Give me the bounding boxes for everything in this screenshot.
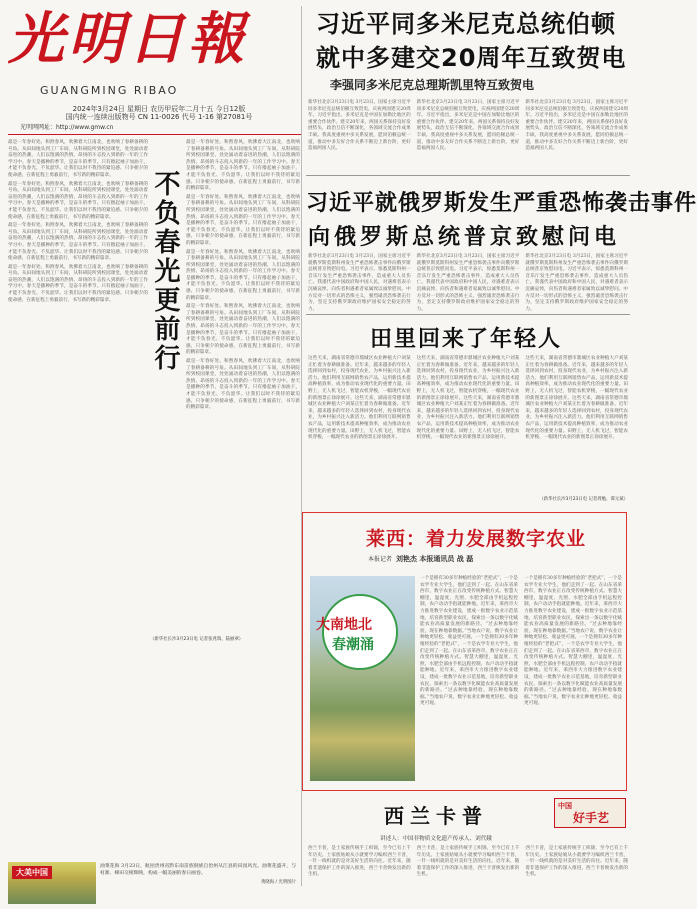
xilan-col3: 西兰卡普，是土家族传统手工织锦，至今已有上千年历史。土家族姑娘从小就要学习编织西兰卡普，一针一线织就的是对美好生活的向往。近年来，随着非遗保护工作的深入推进，西兰卡普焕发出新的生机。 (525, 846, 629, 878)
headline1-line2: 就中多建交20周年互致贺电 (316, 44, 627, 72)
lead-left-vertical-title: 不负春光更前行 (150, 170, 180, 373)
lead-left-body-col2c: 最是一年春好处。和煦春风，吹拂着大江南北，也吹响了春耕备耕的号角。从田间地头到工厂车间，从科研院所到校园课堂，处处涌动着奋进的热潮，人们以饱满的热情、昂扬的斗志投入到新的一年的工作学习中。春天是播种的季节，是奋斗的季节。只有撸起袖子加油干，才能不负春光、不负韶华。让我们以时不我待的紧迫感、只争朝夕的使命感，在新征程上勇毅前行，书写新的精彩篇章。 (186, 249, 300, 301)
headline3-col1-b: 这些天来，湖南省常德市鼎城区农业种植大户刘某正忙着为春耕做准备。近年来，越来越多的年轻人选择回到农村，投身现代农业，为乡村振兴注入新活力。他们利用互联网销售农产品，运用新技术提高种植效率，成为推动农业现代化的重要力量。田野上，无人机飞过，智能农机穿梭，一幅现代农业的新图景正徐徐展开。 (308, 395, 411, 441)
footer-caption-wrap (100, 864, 296, 904)
xilan-title: 西兰卡普 (384, 804, 488, 828)
masthead-date-line: 2024年3月24日 星期日 农历甲辰年二月十五 今日12版 (72, 105, 246, 113)
headline2-body (308, 254, 628, 310)
headline3-body (308, 356, 628, 502)
lead-left-body-repeat-3: 最是一年春好处。和煦春风，吹拂着大江南北，也吹响了春耕备耕的号角。从田间地头到工厂车间，从科研院所到校园课堂，处处涌动着奋进的热潮，人们以饱满的热情、昂扬的斗志投入到新的一年的工作学习中。春天是播种的季节，是奋斗的季节。只有撸起袖子加油干，才能不负春光、不负韶华。让我们以时不我待的紧迫感、只争朝夕的使命感，在新征程上勇毅前行，书写新的精彩篇章。 (8, 264, 148, 303)
laixi-photo-sign-2: 春潮涌 (332, 637, 374, 653)
xilan-body (308, 846, 628, 902)
laixi-col2-b: 一个是拥有30多年种植经验的“老把式”，一个是农学专业大学生，他们走到了一起。在山东省莱西市，数字农业正在改变传统种植方式。智慧大棚里，温湿度、光照、水肥全部由手机远程控制，农户动动手指就能种地。近年来，莱西市大力推进数字农业建设，建成一批数字农业示范基地，培育新型职业农民，探索出一条以数字化赋能农业高质量发展的新路径。“过去种地靠经验，现在种地靠数据。”当地农户说，数字农业让种地更轻松、收益更可观。 (524, 635, 622, 707)
masthead-divider (8, 134, 302, 135)
laixi-title: 莱西：着力发展数字农业 (366, 528, 587, 550)
lead-left-body-col2e: 最是一年春好处。和煦春风，吹拂着大江南北，也吹响了春耕备耕的号角。从田间地头到工厂车间，从科研院所到校园课堂，处处涌动着奋进的热潮，人们以饱满的热情、昂扬的斗志投入到新的一年的工作学习中。春天是播种的季节，是奋斗的季节。只有撸起袖子加油干，才能不负春光、不负韶华。让我们以时不我待的紧迫感、只争朝夕的使命感，在新征程上勇毅前行，书写新的精彩篇章。 (186, 359, 300, 411)
headline3-credit: （新华社长沙3月23日电 记者周勉、谭元斌） (539, 497, 628, 502)
headline3-col1 (308, 356, 411, 502)
lead-left-body: 最是一年春好处。和煦春风，吹拂着大江南北，也吹响了春耕备耕的号角。从田间地头到工厂车间，从科研院所到校园课堂，处处涌动着奋进的热潮，人们以饱满的热情、昂扬的斗志投入到新的一年的工作学习中。春天是播种的季节，是奋斗的季节。只有撸起袖子加油干，才能不负春光、不负韶华。让我们以时不我待的紧迫感、只争朝夕的使命感，在新征程上勇毅前行，书写新的精彩篇章。 (8, 140, 148, 178)
masthead-pinyin: GUANGMING RIBAO (40, 84, 179, 97)
headline2-line1: 习近平就俄罗斯发生严重恐怖袭击事件 (306, 191, 697, 216)
headline3-col2 (417, 356, 520, 502)
laixi-photo (310, 576, 415, 781)
headline3-col2-a: 这些天来，湖南省常德市鼎城区农业种植大户刘某正忙着为春耕做准备。近年来，越来越多的年轻人选择回到农村，投身现代农业，为乡村振兴注入新活力。他们利用互联网销售农产品，运用新技术提高种植效率，成为推动农业现代化的重要力量。田野上，无人机飞过，智能农机穿梭，一幅现代农业的新图景正徐徐展开。 (416, 356, 520, 401)
masthead-cn-line: 国内统一连续出版物号 CN 11-0026 代号 1-16 第27081号 (65, 113, 253, 121)
lead-left-body-repeat: 最是一年春好处。和煦春风，吹拂着大江南北，也吹响了春耕备耕的号角。从田间地头到工厂车间，从科研院所到校园课堂，处处涌动着奋进的热潮，人们以饱满的热情、昂扬的斗志投入到新的一年的工作学习中。春天是播种的季节，是奋斗的季节。只有撸起袖子加油干，才能不负春光、不负韶华。让我们以时不我待的紧迫感、只争朝夕的使命感，在新征程上勇毅前行，书写新的精彩篇章。 (8, 181, 148, 220)
laixi-col2-a: 一个是拥有30多年种植经验的“老把式”，一个是农学专业大学生，他们走到了一起。在山东省莱西市，数字农业正在改变传统种植方式。智慧大棚里，温湿度、光照、水肥全部由手机远程控制，农户动动手指就能种地。近年来，莱西市大力推进数字农业建设，建成一批数字农业示范基地，培育新型职业农民，探索出一条以数字化赋能农业高质量发展的新路径。“过去种地靠经验，现在种地靠数据。”当地农户说，数字农业让种地更轻松、收益更可观。 (524, 576, 622, 641)
headline3-col3-a: 这些天来，湖南省常德市鼎城区农业种植大户刘某正忙着为春耕做准备。近年来，越来越多的年轻人选择回到农村，投身现代农业，为乡村振兴注入新活力。他们利用互联网销售农产品，运用新技术提高种植效率，成为推动农业现代化的重要力量。田野上，无人机飞过，智能农机穿梭，一幅现代农业的新图景正徐徐展开。 (525, 356, 629, 401)
headline2-col2: 新华社北京3月23日电 3月23日，国家主席习近平就俄罗斯莫斯科州发生严重恐怖袭击事件向俄罗斯总统普京致慰问电。习近平表示，惊悉莫斯科州一音乐厅发生严重恐怖袭击事件，造成重大人员伤亡。我谨代表中国政府和中国人民，对遇难者表示沉痛哀悼，向伤者和遇难者家属致以诚挚慰问。中方反对一切形式的恐怖主义，强烈谴责恐怖袭击行为，坚定支持俄罗斯政府维护国家安全稳定的努力。 (416, 254, 520, 312)
footer-tag: 大美中国 (12, 866, 52, 879)
headline1-col3: 新华社北京3月23日电 3月23日，国家主席习近平同多米尼克总统伯顿互致贺电，庆祝两国建交20周年。习近平指出，多米尼克是中国在加勒比地区的重要合作伙伴。建交20年来，两国关系保持良好发展势头，政治互信不断深化，各领域交流合作成果丰硕。我高度重视中多关系发展，愿同伯顿总统一道，推动中多友好合作关系不断迈上新台阶，更好造福两国人民。 (525, 100, 629, 152)
headline1-body (308, 100, 628, 170)
laixi-body (420, 576, 622, 784)
laixi-col1 (420, 576, 518, 784)
laixi-photo-sign-1: 大南地北 (316, 617, 372, 633)
xilan-column-tag (554, 798, 626, 828)
headline2-col1: 新华社北京3月23日电 3月23日，国家主席习近平就俄罗斯莫斯科州发生严重恐怖袭击事件向俄罗斯总统普京致慰问电。习近平表示，惊悉莫斯科州一音乐厅发生严重恐怖袭击事件，造成重大人员伤亡。我谨代表中国政府和中国人民，对遇难者表示沉痛哀悼，向伤者和遇难者家属致以诚挚慰问。中方反对一切形式的恐怖主义，强烈谴责恐怖袭击行为，坚定支持俄罗斯政府维护国家安全稳定的努力。 (308, 254, 411, 312)
lead-left-body-repeat-2: 最是一年春好处。和煦春风，吹拂着大江南北，也吹响了春耕备耕的号角。从田间地头到工厂车间，从科研院所到校园课堂，处处涌动着奋进的热潮，人们以饱满的热情、昂扬的斗志投入到新的一年的工作学习中。春天是播种的季节，是奋斗的季节。只有撸起袖子加油干，才能不负春光、不负韶华。让我们以时不我待的紧迫感、只争朝夕的使命感，在新征程上勇毅前行，书写新的精彩篇章。 (8, 223, 148, 262)
laixi-reporters: 刘艳杰 本报通讯员 战 磊 (395, 555, 474, 563)
headline1-line1: 习近平同多米尼克总统伯顿 (316, 10, 616, 38)
lead-left-right-col (186, 140, 300, 860)
xilan-tag-small: 中国 (558, 802, 572, 810)
footer-photo (8, 862, 96, 904)
laixi-col2 (524, 576, 622, 784)
divider-1 (306, 175, 630, 176)
laixi-col1-b: 一个是拥有30多年种植经验的“老把式”，一个是农学专业大学生，他们走到了一起。在山东省莱西市，数字农业正在改变传统种植方式。智慧大棚里，温湿度、光照、水肥全部由手机远程控制，农户动动手指就能种地。近年来，莱西市大力推进数字农业建设，建成一批数字农业示范基地，培育新型职业农民，探索出一条以数字化赋能农业高质量发展的新路径。“过去种地靠经验，现在种地靠数据。”当地农户说，数字农业让种地更轻松、收益更可观。 (420, 635, 518, 707)
laixi-col1-a: 一个是拥有30多年种植经验的“老把式”，一个是农学专业大学生，他们走到了一起。在山东省莱西市，数字农业正在改变传统种植方式。智慧大棚里，温湿度、光照、水肥全部由手机远程控制，农户动动手指就能种地。近年来，莱西市大力推进数字农业建设，建成一批数字农业示范基地，培育新型职业农民，探索出一条以数字化赋能农业高质量发展的新路径。“过去种地靠经验，现在种地靠数据。”当地农户说，数字农业让种地更轻松、收益更可观。 (420, 576, 518, 641)
xilan-col2: 西兰卡普，是土家族传统手工织锦，至今已有上千年历史。土家族姑娘从小就要学习编织西兰卡普，一针一线织就的是对美好生活的向往。近年来，随着非遗保护工作的深入推进，西兰卡普焕发出新的生机。 (416, 846, 520, 878)
headline2-col3: 新华社北京3月23日电 3月23日，国家主席习近平就俄罗斯莫斯科州发生严重恐怖袭击事件向俄罗斯总统普京致慰问电。习近平表示，惊悉莫斯科州一音乐厅发生严重恐怖袭击事件，造成重大人员伤亡。我谨代表中国政府和中国人民，对遇难者表示沉痛哀悼，向伤者和遇难者家属致以诚挚慰问。中方反对一切形式的恐怖主义，强烈谴责恐怖袭击行为，坚定支持俄罗斯政府维护国家安全稳定的努力。 (525, 254, 629, 312)
footer-photo-credit: 黄晓海 / 光明图片 (260, 880, 296, 886)
xilan-kicker: 讲述人：中国非物质文化遗产传承人、刘代娥 (380, 836, 492, 842)
xilan-tag-big: 好手艺 (573, 811, 610, 825)
headline3-col2-b: 这些天来，湖南省常德市鼎城区农业种植大户刘某正忙着为春耕做准备。近年来，越来越多的年轻人选择回到农村，投身现代农业，为乡村振兴注入新活力。他们利用互联网销售农产品，运用新技术提高种植效率，成为推动农业现代化的重要力量。田野上，无人机飞过，智能农机穿梭，一幅现代农业的新图景正徐徐展开。 (416, 395, 520, 441)
divider-2 (306, 314, 630, 315)
headline1-col2: 新华社北京3月23日电 3月23日，国家主席习近平同多米尼克总统伯顿互致贺电，庆祝两国建交20周年。习近平指出，多米尼克是中国在加勒比地区的重要合作伙伴。建交20年来，两国关系保持良好发展势头，政治互信不断深化，各领域交流合作成果丰硕。我高度重视中多关系发展，愿同伯顿总统一道，推动中多友好合作关系不断迈上新台阶，更好造福两国人民。 (416, 100, 520, 152)
headline2-line2: 向俄罗斯总统普京致慰问电 (308, 225, 621, 250)
footer-caption: 油菜花海 3月23日，航拍贵州省黔东南苗族侗族自治州从江县的田园风光。油菜花盛开，与村寨、梯田交相辉映，构成一幅美丽的春日画卷。 (100, 864, 296, 876)
headline3-title: 田里回来了年轻人 (370, 327, 563, 352)
masthead-url-line: 光明网网址：http://www.gmw.cn (20, 124, 114, 131)
masthead-title: 光明日報 (8, 6, 248, 72)
lead-left-body-col2: 最是一年春好处。和煦春风，吹拂着大江南北，也吹响了春耕备耕的号角。从田间地头到工厂车间，从科研院所到校园课堂，处处涌动着奋进的热潮，人们以饱满的热情、昂扬的斗志投入到新的一年的工作学习中。春天是播种的季节，是奋斗的季节。只有撸起袖子加油干，才能不负春光、不负韶华。让我们以时不我待的紧迫感、只争朝夕的使命感，在新征程上勇毅前行，书写新的精彩篇章。 (186, 140, 300, 192)
headline3-col1-a: 这些天来，湖南省常德市鼎城区农业种植大户刘某正忙着为春耕做准备。近年来，越来越多的年轻人选择回到农村，投身现代农业，为乡村振兴注入新活力。他们利用互联网销售农产品，运用新技术提高种植效率，成为推动农业现代化的重要力量。田野上，无人机飞过，智能农机穿梭，一幅现代农业的新图景正徐徐展开。 (308, 356, 411, 401)
lead-left-credit: （新华社长沙3月23日电 记者张兆瑞、陆丽翠） (150, 637, 244, 642)
lead-left-body-col2d: 最是一年春好处。和煦春风，吹拂着大江南北，也吹响了春耕备耕的号角。从田间地头到工厂车间，从科研院所到校园课堂，处处涌动着奋进的热潮，人们以饱满的热情、昂扬的斗志投入到新的一年的工作学习中。春天是播种的季节，是奋斗的季节。只有撸起袖子加油干，才能不负春光、不负韶华。让我们以时不我待的紧迫感、只争朝夕的使命感，在新征程上勇毅前行，书写新的精彩篇章。 (186, 304, 300, 356)
headline3-col3-b: 这些天来，湖南省常德市鼎城区农业种植大户刘某正忙着为春耕做准备。近年来，越来越多的年轻人选择回到农村，投身现代农业，为乡村振兴注入新活力。他们利用互联网销售农产品，运用新技术提高种植效率，成为推动农业现代化的重要力量。田野上，无人机飞过，智能农机穿梭，一幅现代农业的新图景正徐徐展开。 (525, 395, 629, 441)
laixi-byline-prefix: 本报记者 (368, 556, 393, 563)
xilan-col1: 西兰卡普，是土家族传统手工织锦，至今已有上千年历史。土家族姑娘从小就要学习编织西兰卡普，一针一线织就的是对美好生活的向往。近年来，随着非遗保护工作的深入推进，西兰卡普焕发出新的生机。 (308, 846, 411, 878)
headline3-col3 (525, 356, 628, 502)
headline1-sub: 李强同多米尼克总理斯凯里特互致贺电 (330, 78, 535, 92)
headline1-col1: 新华社北京3月23日电 3月23日，国家主席习近平同多米尼克总统伯顿互致贺电，庆祝两国建交20周年。习近平指出，多米尼克是中国在加勒比地区的重要合作伙伴。建交20年来，两国关系保持良好发展势头，政治互信不断深化，各领域交流合作成果丰硕。我高度重视中多关系发展，愿同伯顿总统一道，推动中多友好合作关系不断迈上新台阶，更好造福两国人民。 (308, 100, 411, 152)
lead-left-body-col2b: 最是一年春好处。和煦春风，吹拂着大江南北，也吹响了春耕备耕的号角。从田间地头到工厂车间，从科研院所到校园课堂，处处涌动着奋进的热潮，人们以饱满的热情、昂扬的斗志投入到新的一年的工作学习中。春天是播种的季节，是奋斗的季节。只有撸起袖子加油干，才能不负春光、不负韶华。让我们以时不我待的紧迫感、只争朝夕的使命感，在新征程上勇毅前行，书写新的精彩篇章。 (186, 194, 300, 246)
laixi-byline (368, 554, 473, 564)
lead-left-body-wrap (8, 140, 148, 860)
